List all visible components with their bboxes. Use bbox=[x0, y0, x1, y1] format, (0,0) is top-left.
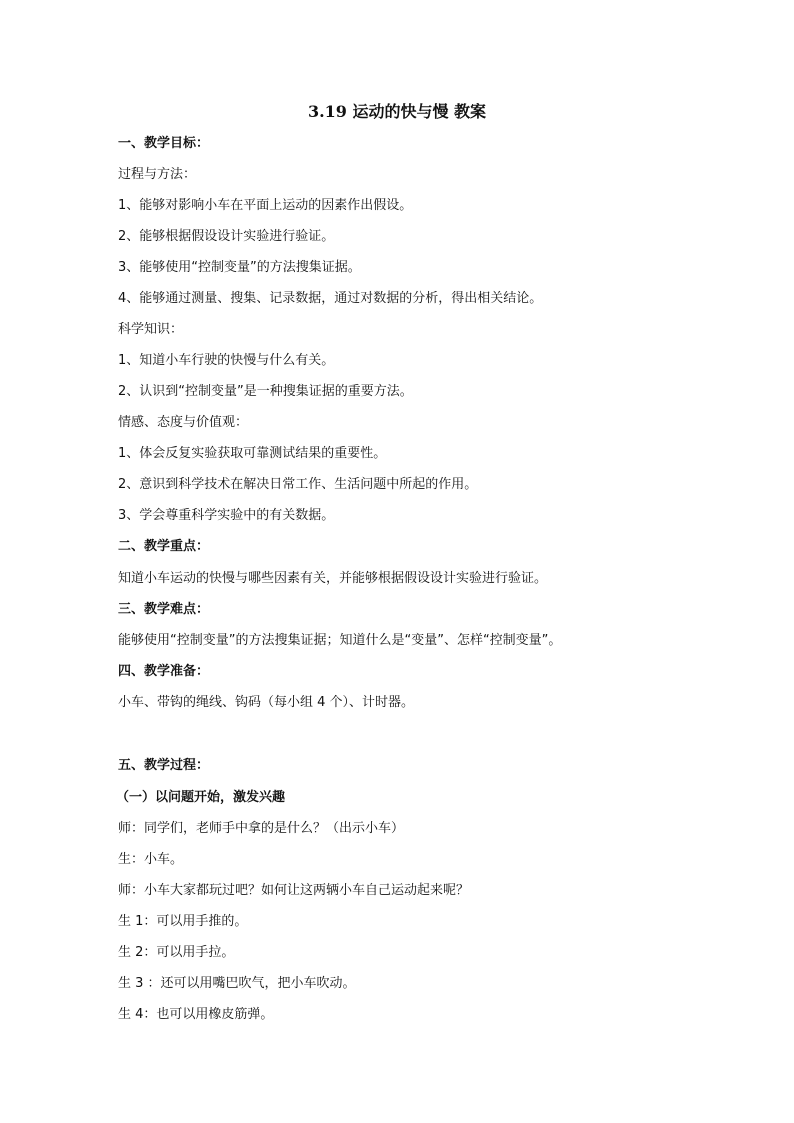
subsection-heading-step-one: （一）以问题开始，激发兴趣 bbox=[116, 790, 286, 805]
paragraph-line: 知道小车运动的快慢与哪些因素有关，并能够根据假设设计实验进行验证。 bbox=[118, 571, 548, 586]
subsection-label-science-knowledge: 科学知识： bbox=[118, 322, 184, 337]
section-heading-key-points: 二、教学重点： bbox=[118, 539, 210, 554]
document-title: 3.19 运动的快与慢 教案 bbox=[307, 102, 487, 121]
dialogue-line: 生 3 ：还可以用嘴巴吹气，把小车吹动。 bbox=[118, 976, 356, 991]
section-heading-objectives: 一、教学目标： bbox=[118, 136, 210, 151]
paragraph-line: 1、能够对影响小车在平面上运动的因素作出假设。 bbox=[118, 198, 413, 213]
dialogue-line: 师：小车大家都玩过吧？如何让这两辆小车自己运动起来呢？ bbox=[118, 883, 470, 898]
section-heading-difficulties: 三、教学难点： bbox=[118, 602, 210, 617]
paragraph-line: 3、学会尊重科学实验中的有关数据。 bbox=[118, 508, 335, 523]
paragraph-line: 3、能够使用“控制变量”的方法搜集证据。 bbox=[118, 260, 361, 275]
paragraph-line: 1、知道小车行驶的快慢与什么有关。 bbox=[118, 353, 335, 368]
paragraph-line: 1、体会反复实验获取可靠测试结果的重要性。 bbox=[118, 446, 387, 461]
section-heading-process: 五、教学过程： bbox=[118, 758, 210, 773]
paragraph-line: 4、能够通过测量、搜集、记录数据，通过对数据的分析，得出相关结论。 bbox=[118, 291, 543, 306]
paragraph-line: 小车、带钩的绳线、钩码（每小组 4 个）、计时器。 bbox=[118, 695, 415, 710]
dialogue-line: 生：小车。 bbox=[118, 852, 184, 867]
dialogue-line: 生 4：也可以用橡皮筋弹。 bbox=[118, 1007, 274, 1022]
dialogue-line: 师：同学们，老师手中拿的是什么？（出示小车） bbox=[118, 821, 405, 836]
dialogue-line: 生 2：可以用手拉。 bbox=[118, 945, 235, 960]
dialogue-line: 生 1：可以用手推的。 bbox=[118, 914, 248, 929]
section-heading-preparation: 四、教学准备： bbox=[118, 664, 210, 679]
subsection-label-process-method: 过程与方法： bbox=[118, 167, 197, 182]
paragraph-line: 2、认识到“控制变量”是一种搜集证据的重要方法。 bbox=[118, 384, 413, 399]
paragraph-line: 能够使用“控制变量”的方法搜集证据；知道什么是“变量”、怎样“控制变量”。 bbox=[118, 633, 562, 648]
paragraph-line: 2、意识到科学技术在解决日常工作、生活问题中所起的作用。 bbox=[118, 477, 478, 492]
subsection-label-attitude-values: 情感、态度与价值观： bbox=[118, 415, 249, 430]
paragraph-line: 2、能够根据假设设计实验进行验证。 bbox=[118, 229, 335, 244]
